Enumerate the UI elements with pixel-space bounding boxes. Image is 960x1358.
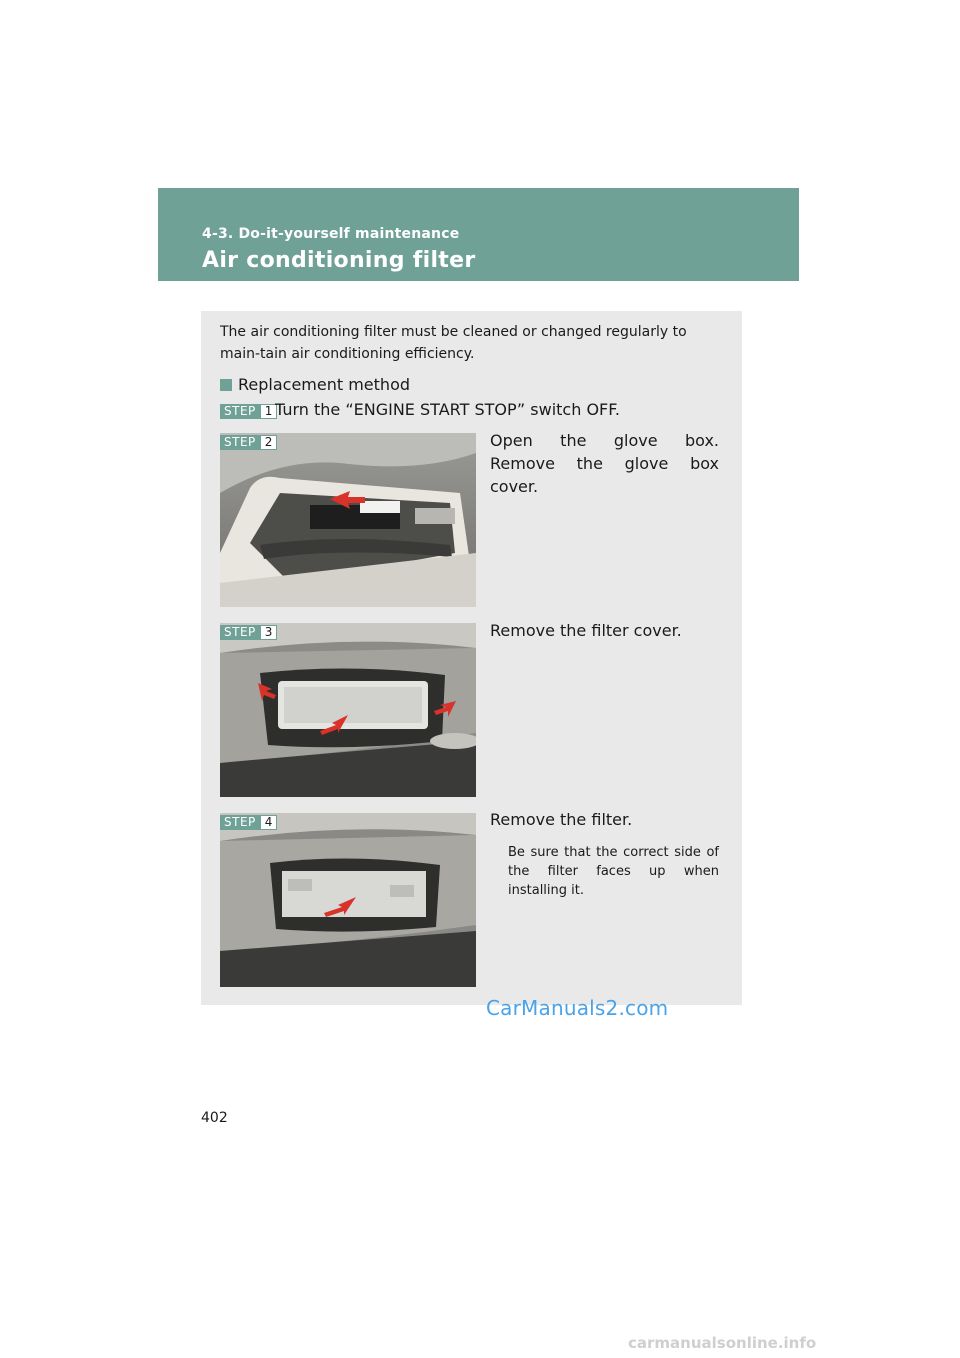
step-4-text: Remove the filter.: [490, 810, 633, 829]
step-2-photo: [220, 433, 476, 607]
step-badge-4: [220, 815, 277, 830]
step-4-note: Be sure that the correct side of the filter faces up when installing it.: [508, 845, 719, 898]
watermark-link[interactable]: CarManuals2.com: [486, 996, 669, 1020]
section-header: [158, 188, 799, 281]
content-panel: [201, 311, 742, 1005]
page-title: Air conditioning filter: [202, 248, 476, 273]
step-1-text: Turn the “ENGINE START STOP” switch OFF.: [275, 400, 620, 419]
square-bullet-icon: [220, 379, 232, 391]
step-word: STEP: [220, 625, 260, 640]
step-3-text: Remove the filter cover.: [490, 621, 682, 640]
step-4-photo: [220, 813, 476, 987]
step-word: STEP: [220, 435, 260, 450]
step-badge-3: [220, 625, 277, 640]
step-badge-1: [220, 404, 277, 419]
step-number: 4: [260, 815, 278, 830]
step-3-photo: [220, 623, 476, 797]
subheading-text: Replacement method: [238, 375, 411, 394]
step-number: 3: [260, 625, 278, 640]
section-label: 4-3. Do-it-yourself maintenance: [202, 226, 460, 242]
step-number: 2: [260, 435, 278, 450]
footer-watermark: carmanualsonline.info: [628, 1334, 817, 1352]
intro-text: The air conditioning filter must be cleaned or changed regularly to main-tain air conditioning efficiency.: [220, 324, 687, 362]
step-2-text: Open the glove box. Remove the glove box cover.: [490, 431, 719, 496]
step-number: 1: [260, 404, 278, 419]
page-number: 402: [201, 1110, 228, 1126]
step-badge-2: [220, 435, 277, 450]
step-word: STEP: [220, 815, 260, 830]
subheading: [220, 375, 410, 394]
step-word: STEP: [220, 404, 260, 419]
